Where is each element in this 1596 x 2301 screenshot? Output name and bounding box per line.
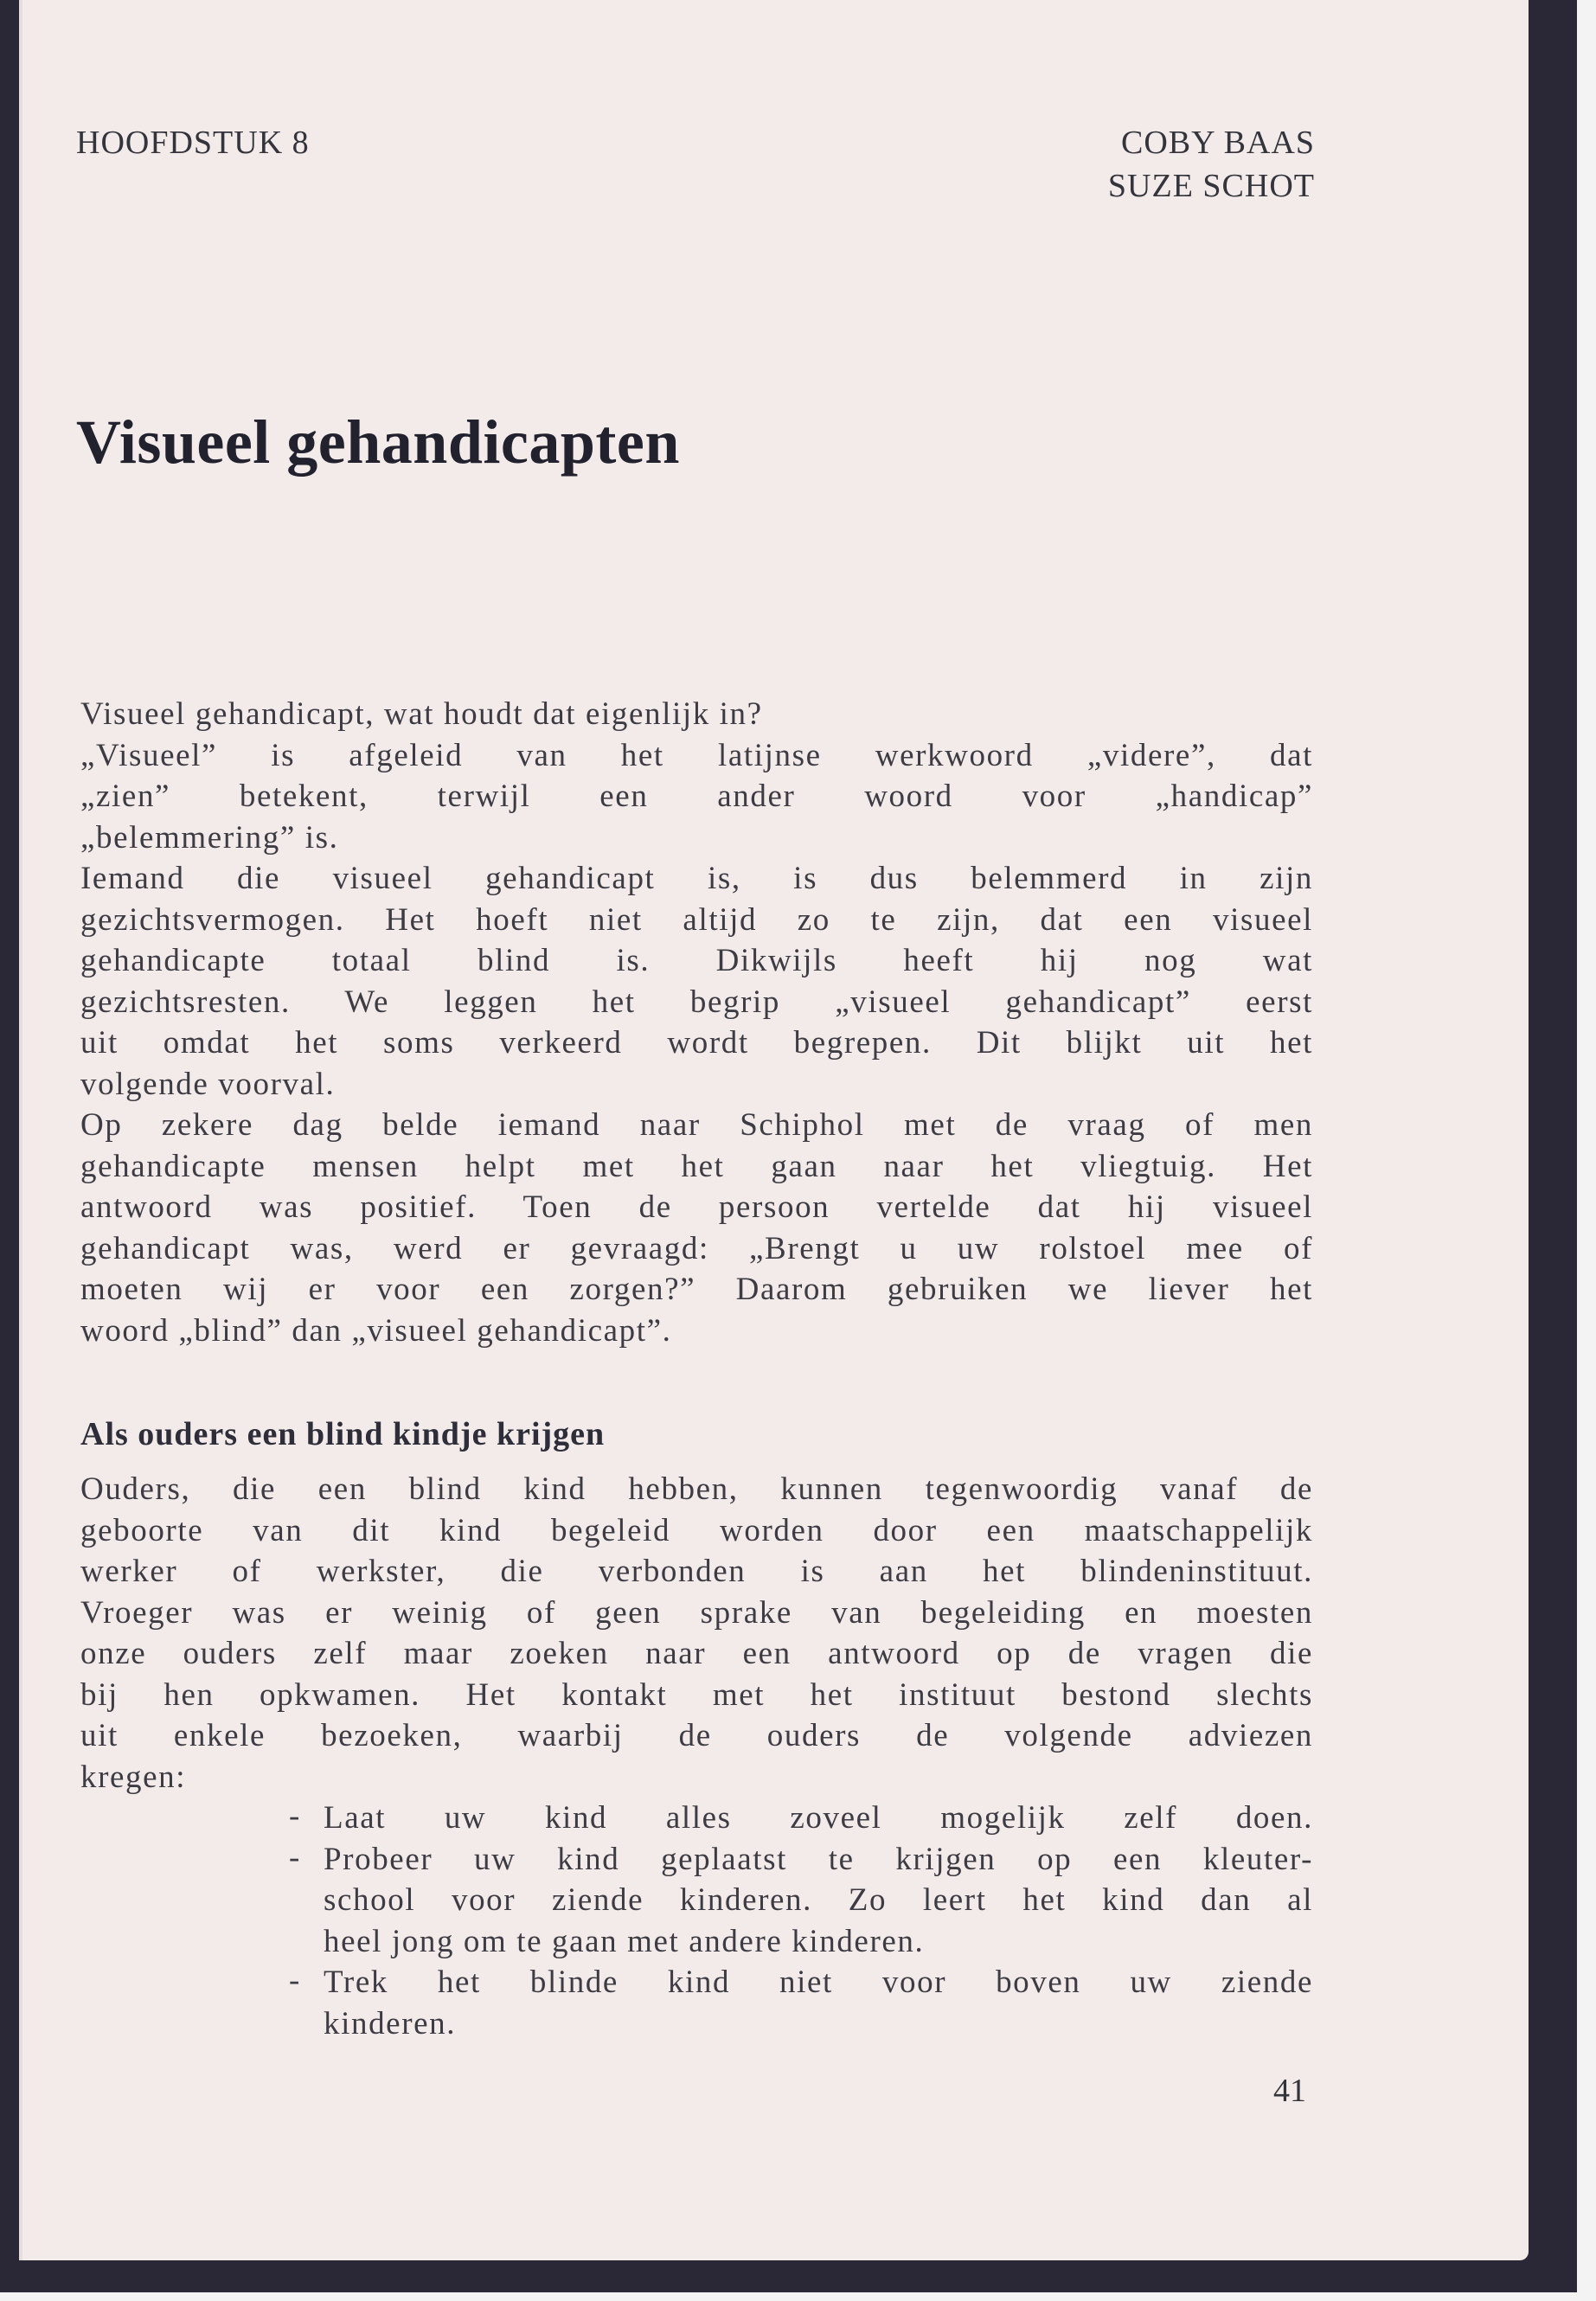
authors (1108, 121, 1315, 208)
chapter-title: Visueel gehandicapten (76, 407, 680, 477)
text-line: „zien” betekent, terwijl een ander woord voor „handicap” (80, 779, 1313, 814)
text-line: geboorte van dit kind begeleid worden door een maatschappelijk (80, 1512, 1313, 1548)
text-line: Trek het blinde kind niet voor boven uw ziende (324, 1965, 1313, 2000)
text-line: kinderen. (324, 2005, 457, 2041)
list-item (80, 1798, 1313, 1839)
text-line: uit enkele bezoeken, waarbij de ouders de volgende adviezen (80, 1718, 1313, 1753)
text-line: heel jong om te gaan met andere kinderen. (324, 1923, 925, 1959)
section-heading: Als ouders een blind kindje krijgen (80, 1416, 606, 1452)
text-line: moeten wij er voor een zorgen?” Daarom gebruiken we liever het (80, 1272, 1313, 1307)
intro-text (80, 694, 1313, 1351)
text-line: onze ouders zelf maar zoeken naar een antwoord op de vragen die (80, 1636, 1313, 1671)
text-line: gehandicapte mensen helpt met het gaan naar het vliegtuig. Het (80, 1148, 1313, 1184)
text-line: Laat uw kind alles zoveel mogelijk zelf doen. (324, 1800, 1313, 1836)
text-line: „belemmering” is. (80, 819, 339, 856)
author-name: SUZE SCHOT (1107, 168, 1315, 204)
text-line: uit omdat het soms verkeerd wordt begrepen. Dit blijkt uit het (80, 1025, 1313, 1061)
list-item (80, 1962, 1313, 2044)
chapter-label: HOOFDSTUK 8 (76, 125, 310, 161)
text-line: Op zekere dag belde iemand naar Schiphol met de vraag of men (80, 1107, 1313, 1143)
text-line: woord „blind” dan „visueel gehandicapt”. (80, 1312, 672, 1349)
text-line: Visueel gehandicapt, wat houdt dat eigenlijk in? (80, 696, 763, 732)
text-line: Probeer uw kind geplaatst te krijgen op een kleuter- (324, 1841, 1313, 1877)
bullet-dash: - (289, 1839, 301, 1875)
text-line: „Visueel” is afgeleid van het latijnse werkwoord „videre”, dat (80, 737, 1313, 773)
text-line: Iemand die visueel gehandicapt is, is dus belemmerd in zijn (80, 861, 1313, 896)
text-line: gehandicapt was, werd er gevraagd: „Brengt u uw rolstoel mee of (80, 1230, 1313, 1266)
text-line: antwoord was positief. Toen de persoon vertelde dat hij visueel (80, 1189, 1313, 1225)
text-line: kregen: (80, 1759, 187, 1795)
text-line: school voor ziende kinderen. Zo leert het kind dan al (324, 1882, 1313, 1918)
page-number: 41 (1273, 2073, 1306, 2109)
text-line: gezichtsvermogen. Het hoeft niet altijd zo te zijn, dat een visueel (80, 901, 1313, 938)
text-line: Ouders, die een blind kind hebben, kunnen tegenwoordig vanaf de (80, 1471, 1313, 1507)
list-item (80, 1839, 1313, 1963)
bullet-dash: - (289, 1963, 301, 1998)
text-line: gehandicapte totaal blind is. Dikwijls heeft hij nog wat (80, 943, 1313, 978)
text-line: bij hen opkwamen. Het kontakt met het instituut bestond slechts (80, 1676, 1313, 1713)
text-line: volgende voorval. (80, 1066, 336, 1102)
text-line: Vroeger was er weinig of geen sprake van begeleiding en moesten (80, 1594, 1313, 1631)
text-line: gezichtsresten. We leggen het begrip „visueel gehandicapt” eerst (80, 984, 1313, 1020)
author-name: COBY BAAS (1120, 125, 1315, 161)
text-line: werker of werkster, die verbonden is aan het blindeninstituut. (80, 1554, 1313, 1589)
section-text (80, 1469, 1313, 2044)
bullet-dash: - (289, 1798, 301, 1834)
